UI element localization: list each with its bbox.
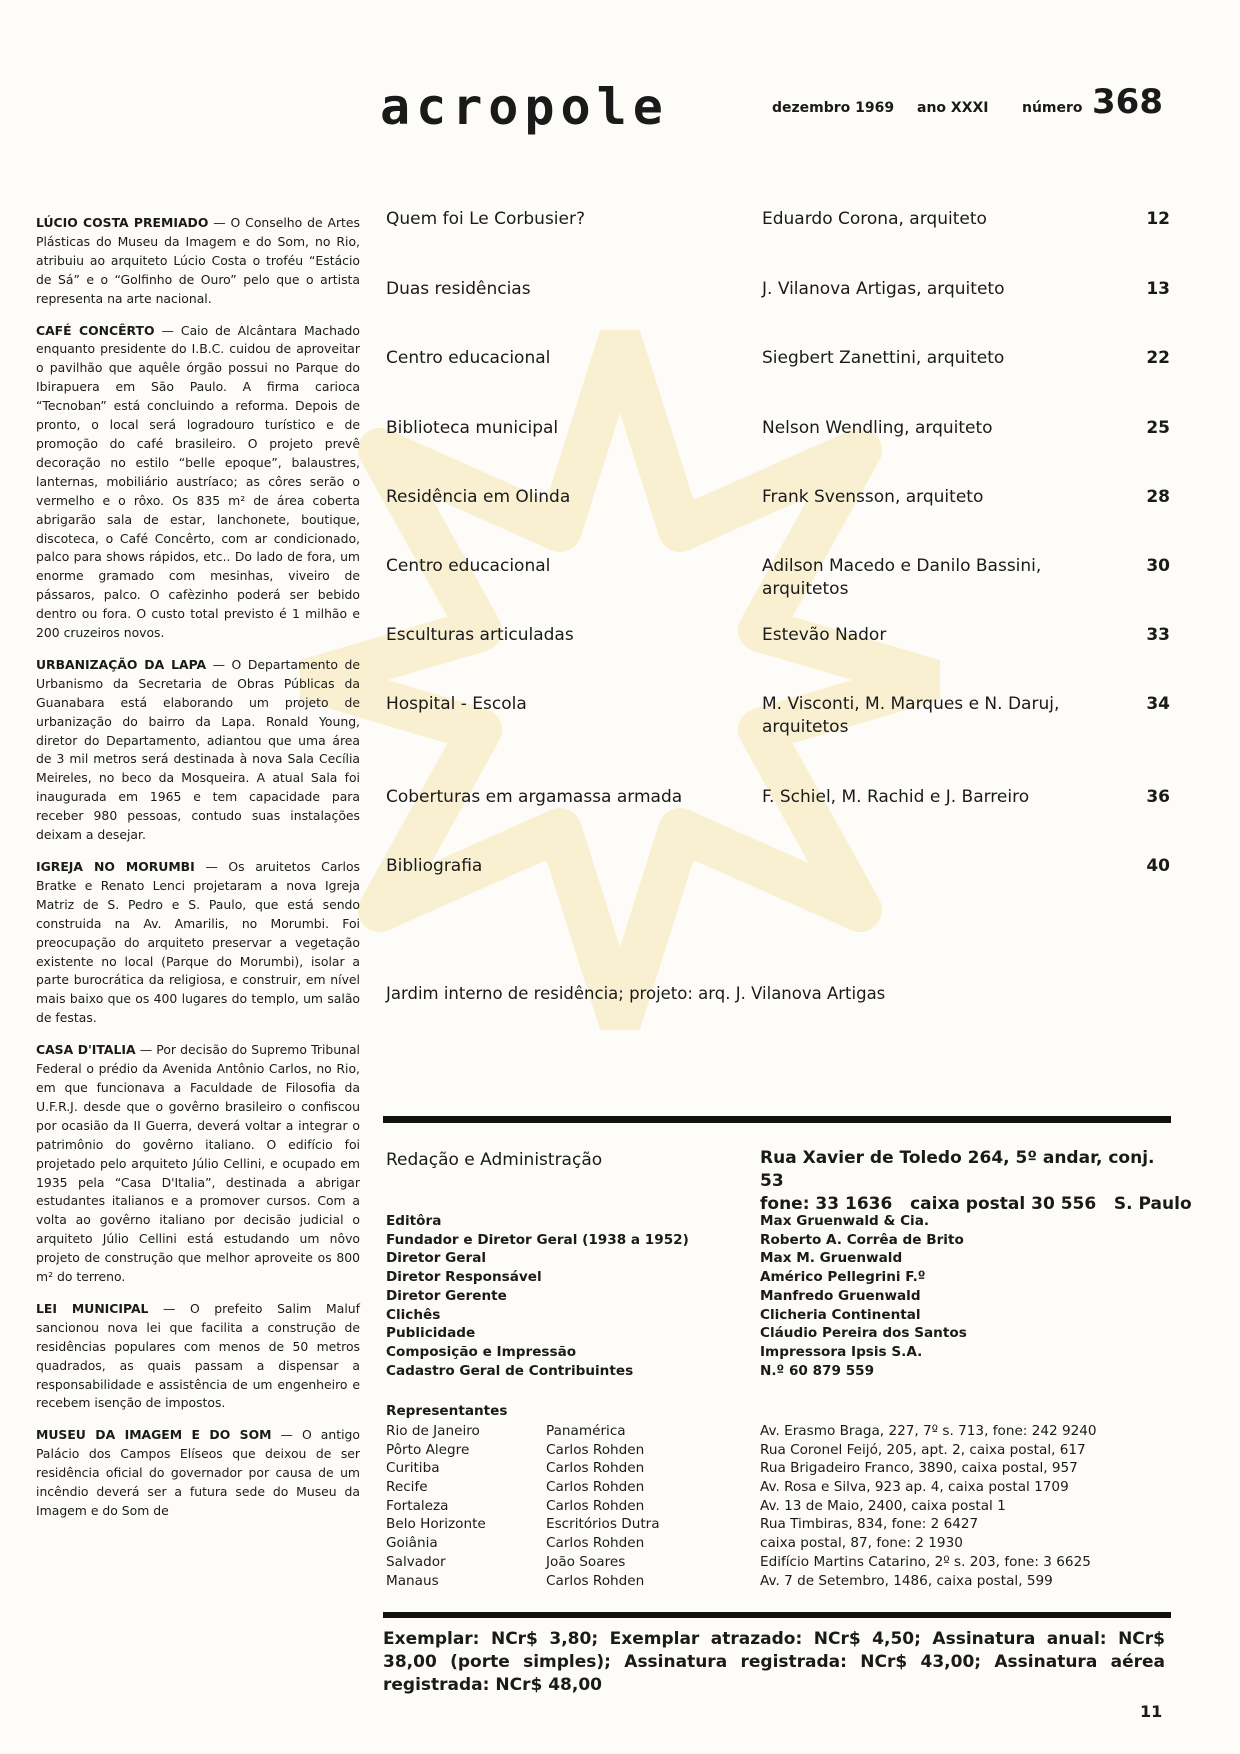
news-column xyxy=(36,214,360,1534)
rep-city: Pôrto Alegre xyxy=(386,1441,470,1458)
rep-address: Av. Erasmo Braga, 227, 7º s. 713, fone: 242 9240 xyxy=(760,1423,1097,1439)
staff-name: Manfredo Gruenwald xyxy=(760,1287,921,1304)
staff-role: Diretor Geral xyxy=(386,1250,487,1267)
staff-name: Cláudio Pereira dos Santos xyxy=(760,1325,967,1342)
toc-title: Esculturas articuladas xyxy=(386,625,574,645)
issue-year: ano XXXI xyxy=(917,100,989,116)
representative-row xyxy=(386,1572,1170,1591)
representative-row xyxy=(386,1478,1170,1497)
staff-role: Clichês xyxy=(386,1306,441,1323)
news-item xyxy=(36,656,360,845)
toc-title: Residência em Olinda xyxy=(386,487,571,507)
news-item xyxy=(36,322,360,643)
rep-agent: Panamérica xyxy=(546,1423,626,1439)
staff-name: Impressora Ipsis S.A. xyxy=(760,1343,923,1360)
news-body: — Os aruitetos Carlos Bratke e Renato Lenci projetaram a nova Igreja Matriz de S. Pedro e S. Paulo, que está sendo construida na Av. Amarilis, no Morumbi. Foi preocupação do arquiteto preservar a vegetação existente no local (Parque do Morumbi), isolar a parte burocrática da religiosa, e construir, em nível mais baixo que os 400 lugares do templo, um salão de festas. xyxy=(36,859,360,1026)
toc-author: Siegbert Zanettini, arquiteto xyxy=(762,348,1005,368)
staff-role: Publicidade xyxy=(386,1325,476,1342)
masthead xyxy=(380,78,1170,136)
staff-role: Diretor Responsável xyxy=(386,1269,542,1286)
rep-city: Rio de Janeiro xyxy=(386,1423,480,1439)
news-item xyxy=(36,1426,360,1521)
staff-role: Cadastro Geral de Contribuintes xyxy=(386,1362,634,1379)
rep-agent: Carlos Rohden xyxy=(546,1441,645,1458)
magazine-logo: acropole xyxy=(380,78,669,136)
rep-city: Belo Horizonte xyxy=(386,1516,486,1533)
toc-page: 40 xyxy=(1146,856,1170,876)
representative-row xyxy=(386,1534,1170,1553)
staff-names xyxy=(760,1212,967,1380)
news-item xyxy=(36,1041,360,1287)
news-body: — O prefeito Salim Maluf sancionou nova lei que facilita a construção de residências populares com menos de 50 metros quadrados, as quais passam a dispensar a responsabilidade e assistência de um engenheiro e recebem isenção de impostos. xyxy=(36,1300,360,1411)
toc-author: Nelson Wendling, arquiteto xyxy=(762,418,993,438)
staff-role: Editôra xyxy=(386,1213,442,1229)
news-body: — Por decisão do Supremo Tribunal Federal o prédio da Avenida Antônio Carlos, no Rio, em que funcionava a Faculdade de Filosofia da U.F.R.J. desde que o govêrno brasileiro o confiscou por ocasião da II Guerra, deverá voltar a integrar o patrimônio do govêrno italiano. O edifício foi projetado pelo arquiteto Júlio Cellini, e ocupado em 1935 pela “Casa D'Italia”, destinada a abrigar estudantes italianos e a promover cursos. Com a volta ao govêrno italiano por decisão judicial o arquiteto Júlio Cellini está estudando um nôvo projeto de construção que melhor aproveite os 800 m² do terreno. xyxy=(36,1042,360,1285)
page-number: 11 xyxy=(1140,1702,1163,1721)
staff-name: Clicheria Continental xyxy=(760,1306,921,1323)
toc-page: 36 xyxy=(1146,787,1170,807)
staff-roles xyxy=(386,1212,689,1380)
rep-city: Fortaleza xyxy=(386,1497,449,1514)
representative-row xyxy=(386,1497,1170,1516)
rep-city: Curitiba xyxy=(386,1460,440,1477)
news-item xyxy=(36,858,360,1028)
address-line: Rua Xavier de Toledo 264, 5º andar, conj. 53 xyxy=(760,1148,1155,1191)
toc-title: Duas residências xyxy=(386,279,531,299)
representative-row xyxy=(386,1553,1170,1572)
representative-row xyxy=(386,1441,1170,1460)
representatives-title: Representantes xyxy=(386,1403,508,1419)
toc-page: 33 xyxy=(1146,625,1170,645)
issue-number: 368 xyxy=(1092,82,1163,122)
toc-title: Biblioteca municipal xyxy=(386,418,559,438)
toc-author: Frank Svensson, arquiteto xyxy=(762,487,984,507)
rep-agent: João Soares xyxy=(546,1553,626,1570)
rep-agent: Carlos Rohden xyxy=(546,1479,645,1496)
staff-name: Roberto A. Corrêa de Brito xyxy=(760,1231,964,1248)
toc-page: 30 xyxy=(1146,556,1170,576)
representative-row xyxy=(386,1422,1170,1441)
rep-agent: Escritórios Dutra xyxy=(546,1516,660,1533)
divider-rule xyxy=(383,1612,1171,1618)
news-item xyxy=(36,214,360,309)
rep-agent: Carlos Rohden xyxy=(546,1535,645,1552)
news-item xyxy=(36,1300,360,1413)
representative-row xyxy=(386,1459,1170,1478)
rep-address: Av. 13 de Maio, 2400, caixa postal 1 xyxy=(760,1497,1006,1514)
cover-caption: Jardim interno de residência; projeto: arq. J. Vilanova Artigas xyxy=(386,984,886,1003)
toc-page: 13 xyxy=(1146,279,1170,299)
toc-author: J. Vilanova Artigas, arquiteto xyxy=(762,279,1005,299)
staff-name: Max M. Gruenwald xyxy=(760,1250,903,1267)
staff-role: Diretor Gerente xyxy=(386,1287,507,1304)
toc-author: Adilson Macedo e Danilo Bassini, arquitetos xyxy=(762,556,1042,599)
phone-line: fone: 33 1636 caixa postal 30 556 S. Paulo xyxy=(760,1194,1192,1214)
toc-page: 28 xyxy=(1146,487,1170,507)
toc-page: 34 xyxy=(1146,694,1170,714)
rep-address: Rua Coronel Feijó, 205, apt. 2, caixa postal, 617 xyxy=(760,1441,1086,1458)
staff-name: N.º 60 879 559 xyxy=(760,1362,875,1379)
rep-city: Salvador xyxy=(386,1553,446,1570)
rep-agent: Carlos Rohden xyxy=(546,1460,645,1477)
news-title: MUSEU DA IMAGEM E DO SOM xyxy=(36,1427,272,1443)
news-body: — O antigo Palácio dos Campos Elíseos que deixou de ser residência oficial do governador por causa de um incêndio deverá ser a futura sede do Museu da Imagem e do Som de xyxy=(36,1427,360,1518)
rep-address: Av. 7 de Setembro, 1486, caixa postal, 599 xyxy=(760,1572,1053,1589)
divider-rule xyxy=(383,1116,1171,1123)
news-title: LÚCIO COSTA PREMIADO xyxy=(36,215,209,230)
news-title: CASA D'ITALIA xyxy=(36,1042,136,1058)
toc-page: 25 xyxy=(1146,418,1170,438)
toc-author: Estevão Nador xyxy=(762,625,887,645)
rep-city: Recife xyxy=(386,1479,428,1496)
rep-address: Rua Brigadeiro Franco, 3890, caixa postal, 957 xyxy=(760,1460,1078,1477)
news-body: — Caio de Alcântara Machado enquanto presidente do I.B.C. cuidou de aproveitar o pavilhão que aquêle órgão possui no Parque do Ibirapuera em São Paulo. A firma carioca “Tecnoban” está concluindo a reforma. Depois de pronto, o local será logradouro turístico e de promoção do café brasileiro. O projeto prevê decoração no estilo “belle epoque”, balaustres, lanternas, mobiliário austríaco; as côres serão o vermelho e o rôxo. Os 835 m² de área coberta abrigarão sala de estar, lanchonete, boutique, discoteca, o Café Concêrto, com ar condicionado, palco para shows rápidos, etc.. Do lado de fora, um enorme gramado com mesinhas, viveiro de pássaros, palco. O cafèzinho poderá ser bebido dentro ou fora. O custo total previsto é 1 milhão e 200 cruzeiros novos. xyxy=(36,322,360,641)
toc-page: 22 xyxy=(1146,348,1170,368)
toc-author: Eduardo Corona, arquiteto xyxy=(762,209,987,229)
news-title: LEI MUNICIPAL xyxy=(36,1300,149,1316)
rep-city: Goiânia xyxy=(386,1535,438,1552)
rep-address: caixa postal, 87, fone: 2 1930 xyxy=(760,1535,963,1552)
rep-address: Av. Rosa e Silva, 923 ap. 4, caixa postal 1709 xyxy=(760,1479,1069,1496)
rep-address: Rua Timbiras, 834, fone: 2 6427 xyxy=(760,1516,979,1533)
redacao-label: Redação e Administração xyxy=(386,1150,603,1170)
toc-author: F. Schiel, M. Rachid e J. Barreiro xyxy=(762,787,1030,807)
toc-page: 12 xyxy=(1146,209,1170,229)
toc-title: Hospital - Escola xyxy=(386,694,527,714)
representative-row xyxy=(386,1515,1170,1534)
toc-title: Bibliografia xyxy=(386,856,483,876)
staff-role: Composição e Impressão xyxy=(386,1343,577,1360)
news-body: — O Conselho de Artes Plásticas do Museu da Imagem e do Som, no Rio, atribuiu ao arquiteto Lúcio Costa o troféu “Estácio de Sá” e o “Golfinho de Ouro” pelo que o artista representa na arte nacional. xyxy=(36,215,360,306)
news-title: CAFÉ CONCÊRTO xyxy=(36,322,155,338)
toc-title: Quem foi Le Corbusier? xyxy=(386,209,586,229)
toc-title: Centro educacional xyxy=(386,348,551,368)
staff-name: Max Gruenwald & Cia. xyxy=(760,1213,930,1229)
toc-title: Coberturas em argamassa armada xyxy=(386,787,683,807)
rep-agent: Carlos Rohden xyxy=(546,1572,645,1589)
toc-author: M. Visconti, M. Marques e N. Daruj, arquitetos xyxy=(762,694,1060,737)
representatives-list xyxy=(386,1422,1170,1590)
staff-name: Américo Pellegrini F.º xyxy=(760,1269,926,1286)
rep-city: Manaus xyxy=(386,1572,439,1589)
subscription-prices: Exemplar: NCr$ 3,80; Exemplar atrazado: NCr$ 4,50; Assinatura anual: NCr$ 38,00 (porte simples); Assinatura registrada: NCr$ 43,00; Assinatura aérea registrada: NCr$ 48,00 xyxy=(383,1629,1165,1695)
redacao-address xyxy=(760,1147,1192,1216)
rep-address: Edifício Martins Catarino, 2º s. 203, fone: 3 6625 xyxy=(760,1553,1091,1570)
news-title: IGREJA NO MORUMBI xyxy=(36,859,195,874)
staff-role: Fundador e Diretor Geral (1938 a 1952) xyxy=(386,1231,689,1248)
toc-title: Centro educacional xyxy=(386,556,551,576)
news-body: — O Departamento de Urbanismo da Secretaria de Obras Públicas da Guanabara está elaborando um projeto de urbanização do bairro da Lapa. Ronald Young, diretor do Departamento, adiantou que uma área de 3 mil metros será destinada à nova Sala Cecília Meireles, no beco da Mosqueira. A atual Sala foi inaugurada em 1965 e tem capacidade para receber 980 pessoas, contudo suas instalações deixam a desejar. xyxy=(36,656,360,843)
news-title: URBANIZAÇÃO DA LAPA xyxy=(36,656,207,672)
issue-number-label: número xyxy=(1022,100,1083,116)
rep-agent: Carlos Rohden xyxy=(546,1497,645,1514)
issue-date: dezembro 1969 xyxy=(772,100,895,116)
